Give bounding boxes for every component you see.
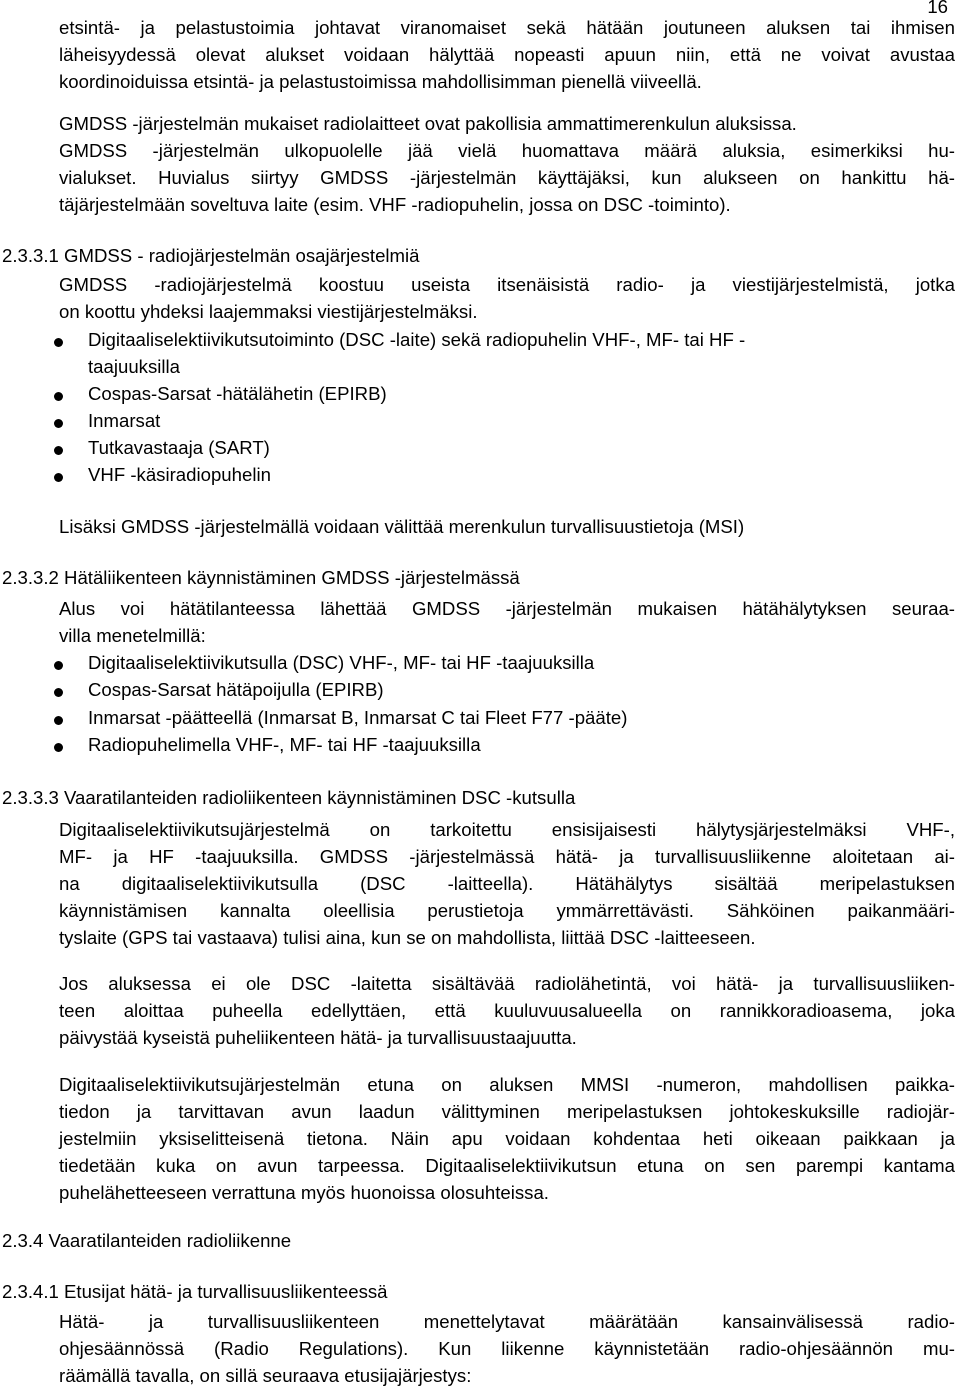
text-line: teen aloittaa puheella edellyttäen, että kuuluvuusalueella on rannikkoradioasema, joka — [59, 1000, 955, 1021]
text-line: Digitaaliselektiivikutsujärjestelmän etuna on aluksen MMSI -numeron, mahdollisen paikka- — [59, 1074, 955, 1095]
section-heading-2332: 2.3.3.2 Hätäliikenteen käynnistäminen GMDSS -järjestelmässä — [2, 567, 520, 588]
text-line: Jos aluksessa ei ole DSC -laitetta sisältävää radiolähetintä, voi hätä- ja turvallisuusliiken- — [59, 973, 955, 994]
text-line: vialukset. Huvialus siirtyy GMDSS -järjestelmän käyttäjäksi, kun alukseen on hankittu hä- — [59, 167, 955, 188]
text-line: GMDSS -radiojärjestelmä koostuu useista itsenäisistä radio- ja viestijärjestelmistä, jotka — [59, 274, 955, 295]
list-item: Digitaaliselektiivikutsutoiminto (DSC -laite) sekä radiopuhelin VHF-, MF- tai HF - — [88, 329, 746, 350]
section-heading-2333: 2.3.3.3 Vaaratilanteiden radioliikenteen käynnistäminen DSC -kutsulla — [2, 787, 576, 808]
list-item: Inmarsat -päätteellä (Inmarsat B, Inmarsat C tai Fleet F77 -pääte) — [88, 707, 628, 728]
text-line: räämällä tavalla, on sillä seuraava etusijajärjestys: — [59, 1365, 472, 1386]
text-line: etsintä- ja pelastustoimia johtavat viranomaiset sekä hätään joutuneen aluksen tai ihmisen — [59, 17, 955, 38]
text-line: päivystää kyseistä puheliikenteen hätä- ja turvallisuustaajuutta. — [59, 1027, 577, 1048]
text-line: tiedetään kuka on avun tarpeessa. Digitaaliselektiivikutsun etuna on sen parempi kantama — [59, 1155, 955, 1176]
bullet-icon — [54, 446, 63, 455]
list-item-continuation: taajuuksilla — [88, 356, 180, 377]
bullet-icon — [54, 716, 63, 725]
bullet-icon — [54, 392, 63, 401]
text-line: jestelmiin yksiselitteisenä tietona. Näin apu voidaan kohdentaa heti oikeaan paikkaan ja — [59, 1128, 955, 1149]
page-number: 16 — [927, 0, 948, 17]
list-item: Tutkavastaaja (SART) — [88, 437, 270, 458]
text-line: Alus voi hätätilanteessa lähettää GMDSS -järjestelmän mukaisen hätähälytyksen seuraa- — [59, 598, 955, 619]
text-line: Digitaaliselektiivikutsujärjestelmä on tarkoitettu ensisijaisesti hälytysjärjestelmäksi VHF-, — [59, 819, 955, 840]
text-line: koordinoiduissa etsintä- ja pelastustoimissa mahdollisimman pienellä viiveellä. — [59, 71, 702, 92]
section-heading-234: 2.3.4 Vaaratilanteiden radioliikenne — [2, 1230, 292, 1251]
section-2331-note: Lisäksi GMDSS -järjestelmällä voidaan välittää merenkulun turvallisuustietoja (MSI) — [59, 516, 745, 537]
list-item: Inmarsat — [88, 410, 161, 431]
text-line: Hätä- ja turvallisuusliikenteen menettelytavat määrätään kansainvälisessä radio- — [59, 1311, 955, 1332]
text-line: GMDSS -järjestelmän ulkopuolelle jää vielä huomattava määrä aluksia, esimerkiksi hu- — [59, 140, 955, 161]
bullet-icon — [54, 338, 63, 347]
bullet-icon — [54, 419, 63, 428]
text-line: on koottu yhdeksi laajemmaksi viestijärjestelmäksi. — [59, 301, 478, 322]
bullet-icon — [54, 688, 63, 697]
text-line: na digitaaliselektiivikutsulla (DSC -laitteella). Hätähälytys sisältää meripelastuksen — [59, 873, 955, 894]
text-line: täjärjestelmään soveltuva laite (esim. VHF -radiopuhelin, jossa on DSC -toiminto). — [59, 194, 731, 215]
text-line: ohjesäännössä (Radio Regulations). Kun liikenne käynnistetään radio-ohjesäännön mu- — [59, 1338, 955, 1359]
list-item: Cospas-Sarsat hätäpoijulla (EPIRB) — [88, 679, 384, 700]
text-line: läheisyydessä olevat alukset voidaan hälyttää nopeasti apuun niin, että ne voivat avustaa — [59, 44, 955, 65]
bullet-icon — [54, 743, 63, 752]
text-line: tyslaite (GPS tai vastaava) tulisi aina, kun se on mahdollista, liittää DSC -laitteeseen. — [59, 927, 756, 948]
section-heading-2341: 2.3.4.1 Etusijat hätä- ja turvallisuusliikenteessä — [2, 1281, 388, 1302]
bullet-icon — [54, 661, 63, 670]
text-line: puhelähetteeseen verrattuna myös huonoissa olosuhteissa. — [59, 1182, 549, 1203]
section-heading-2331: 2.3.3.1 GMDSS - radiojärjestelmän osajärjestelmiä — [2, 245, 420, 266]
list-item: Radiopuhelimella VHF-, MF- tai HF -taajuuksilla — [88, 734, 481, 755]
bullet-icon — [54, 473, 63, 482]
text-line: käynnistämisen kannalta oleellisia perustietoja ymmärrettävästi. Sähköinen paikanmääri- — [59, 900, 955, 921]
list-item: Digitaaliselektiivikutsulla (DSC) VHF-, MF- tai HF -taajuuksilla — [88, 652, 595, 673]
text-line: tiedon ja tarvittavan avun laadun välittyminen meripelastuksen johtokeskuksille radiojär- — [59, 1101, 955, 1122]
list-item: Cospas-Sarsat -hätälähetin (EPIRB) — [88, 383, 387, 404]
text-line: villa menetelmillä: — [59, 625, 206, 646]
text-line: MF- ja HF -taajuuksilla. GMDSS -järjestelmässä hätä- ja turvallisuusliikenne aloitetaan ai- — [59, 846, 955, 867]
text-line: GMDSS -järjestelmän mukaiset radiolaitteet ovat pakollisia ammattimerenkulun aluksissa. — [59, 113, 797, 134]
list-item: VHF -käsiradiopuhelin — [88, 464, 271, 485]
